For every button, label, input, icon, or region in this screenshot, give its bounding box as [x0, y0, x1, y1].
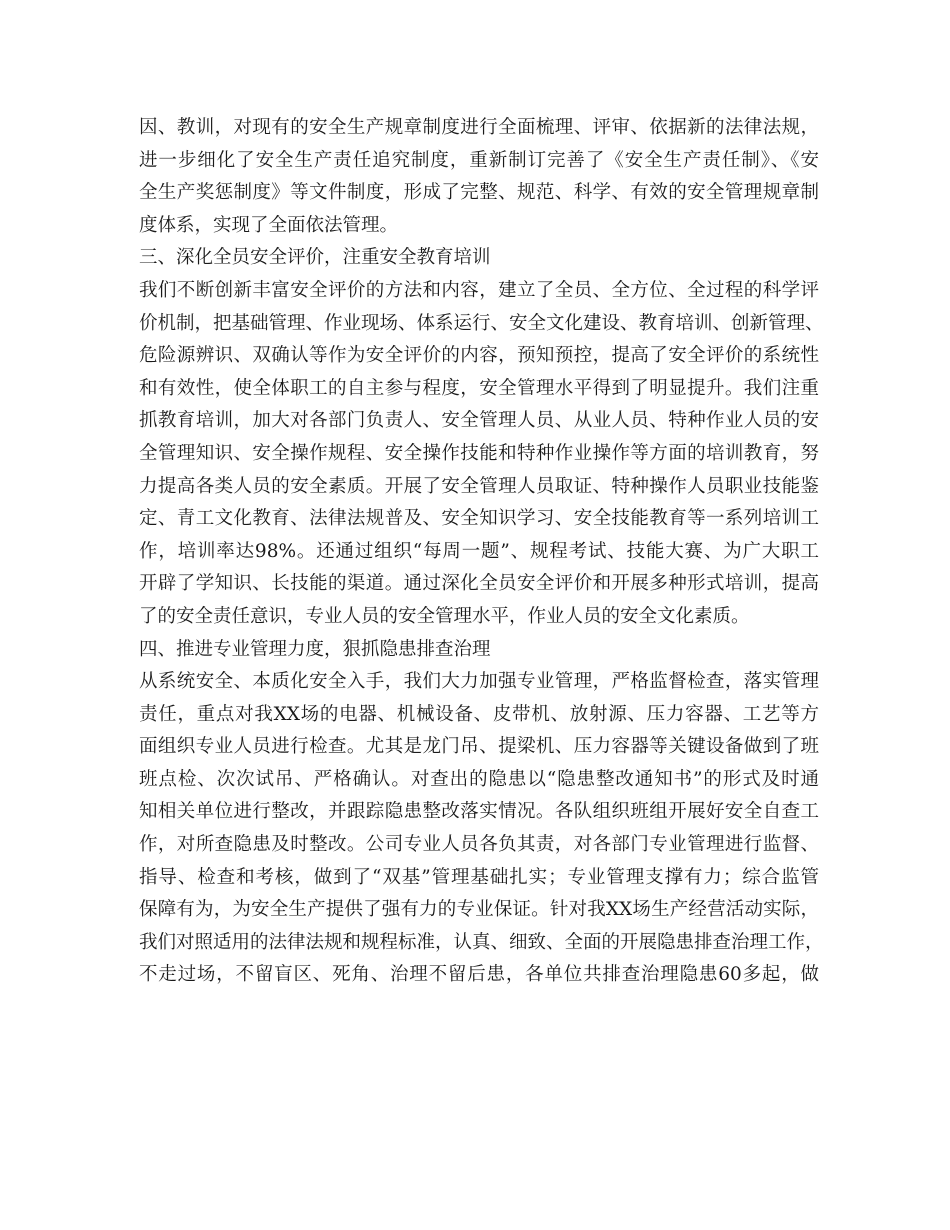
text-line-19: 责任，重点对我XX场的电器、机械设备、皮带机、放射源、压力容器、工艺等方 [139, 703, 819, 725]
section-heading-4: 四、推进专业管理力度，狠抓隐患排查治理 [139, 638, 491, 660]
section-heading-3: 三、深化全员安全评价，注重安全教育培训 [139, 247, 491, 269]
text-line-24: 指导、检查和考核，做到了“双基”管理基础扎实；专业管理支撑有力；综合监管 [139, 866, 819, 888]
text-line-25: 保障有为，为安全生产提供了强有力的专业保证。针对我XX场生产经营活动实际， [139, 899, 819, 921]
text-line-22: 知相关单位进行整改，并跟踪隐患整改落实情况。各队组织班组开展好安全自查工 [139, 801, 819, 823]
text-line-11: 全管理知识、安全操作规程、安全操作技能和特种作业操作等方面的培训教育，努 [139, 442, 819, 464]
text-line-18: 从系统安全、本质化安全入手，我们大力加强专业管理，严格监督检查，落实管理 [139, 671, 819, 693]
text-line-16: 了的安全责任意识，专业人员的安全管理水平，作业人员的安全文化素质。 [139, 605, 750, 627]
text-line-3: 全生产奖惩制度》等文件制度，形成了完整、规范、科学、有效的安全管理规章制 [139, 182, 819, 204]
text-line-20: 面组织专业人员进行检查。尤其是龙门吊、提梁机、压力容器等关键设备做到了班 [139, 736, 819, 758]
text-line-23: 作，对所查隐患及时整改。公司专业人员各负其责，对各部门专业管理进行监督、 [139, 834, 819, 856]
text-line-7: 价机制，把基础管理、作业现场、体系运行、安全文化建设、教育培训、创新管理、 [139, 312, 824, 334]
document-page [139, 112, 824, 992]
text-line-27: 不走过场，不留盲区、死角、治理不留后患，各单位共排查治理隐患60多起，做 [139, 964, 819, 986]
text-line-14: 作，培训率达98%。还通过组织“每周一题”、规程考试、技能大赛、为广大职工 [139, 540, 819, 562]
text-line-9: 和有效性，使全体职工的自主参与程度，安全管理水平得到了明显提升。我们注重 [139, 377, 819, 399]
text-line-26: 我们对照适用的法律法规和规程标准，认真、细致、全面的开展隐患排查治理工作， [139, 931, 824, 953]
text-line-1: 因、教训，对现有的安全生产规章制度进行全面梳理、评审、依据新的法律法规， [139, 117, 819, 138]
text-line-2: 进一步细化了安全生产责任追究制度，重新制订完善了《安全生产责任制》、《安 [139, 149, 819, 171]
text-line-8: 危险源辨识、双确认等作为安全评价的内容，预知预控，提高了安全评价的系统性 [139, 345, 819, 367]
text-line-15: 开辟了学知识、长技能的渠道。通过深化全员安全评价和开展多种形式培训，提高 [139, 573, 819, 595]
text-line-12: 力提高各类人员的安全素质。开展了安全管理人员取证、特种操作人员职业技能鉴 [139, 475, 819, 497]
text-line-21: 班点检、次次试吊、严格确认。对查出的隐患以“隐患整改通知书”的形式及时通 [139, 768, 819, 790]
text-line-13: 定、青工文化教育、法律法规普及、安全知识学习、安全技能教育等一系列培训工 [139, 508, 819, 530]
text-line-10: 抓教育培训，加大对各部门负责人、安全管理人员、从业人员、特种作业人员的安 [139, 410, 819, 432]
text-line-4: 度体系，实现了全面依法管理。 [139, 214, 399, 236]
text-line-6: 我们不断创新丰富安全评价的方法和内容，建立了全员、全方位、全过程的科学评 [139, 279, 819, 301]
